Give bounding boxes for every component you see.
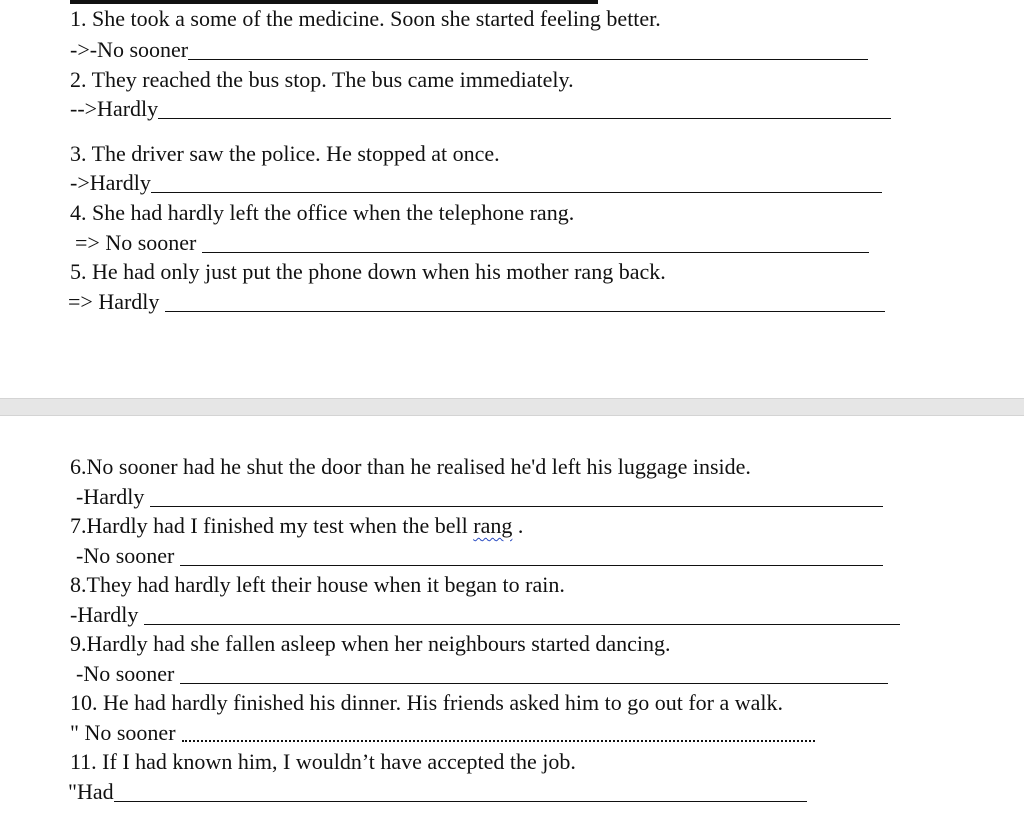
prompt-11: "Had xyxy=(68,779,114,804)
answer-line-7[interactable] xyxy=(76,543,883,569)
prompt-2: -->Hardly xyxy=(70,96,159,121)
prompt-10: " No sooner xyxy=(70,720,176,745)
spelling-flag[interactable]: rang xyxy=(473,513,513,538)
answer-blank-2[interactable] xyxy=(158,117,891,119)
sentence-3: 3. The driver saw the police. He stopped at once. xyxy=(70,141,500,166)
sentence-4: 4. She had hardly left the office when the telephone rang. xyxy=(70,200,575,225)
sentence-6: 6.No sooner had he shut the door than he realised he'd left his luggage inside. xyxy=(70,454,751,479)
answer-blank-9[interactable] xyxy=(180,682,888,684)
answer-blank-8[interactable] xyxy=(144,623,900,625)
answer-line-1[interactable] xyxy=(70,37,868,63)
prompt-5: => Hardly xyxy=(68,289,160,314)
answer-blank-3[interactable] xyxy=(151,191,882,193)
prompt-4: => No sooner xyxy=(75,230,197,255)
answer-line-2[interactable] xyxy=(70,96,891,122)
sentence-2: 2. They reached the bus stop. The bus came immediately. xyxy=(70,67,574,92)
prompt-6: -Hardly xyxy=(76,484,145,509)
sentence-7: 7.Hardly had I finished my test when the bell rang . xyxy=(70,513,524,538)
answer-line-6[interactable] xyxy=(76,484,883,510)
sentence-5: 5. He had only just put the phone down when his mother rang back. xyxy=(70,259,666,284)
page-break xyxy=(0,398,1024,416)
sentence-10: 10. He had hardly finished his dinner. His friends asked him to go out for a walk. xyxy=(70,690,784,715)
sentence-9: 9.Hardly had she fallen asleep when her neighbours started dancing. xyxy=(70,631,671,656)
sentence-11: 11. If I had known him, I wouldn’t have accepted the job. xyxy=(70,749,576,774)
answer-blank-5[interactable] xyxy=(165,310,885,312)
answer-line-9[interactable] xyxy=(76,661,888,687)
answer-dots-10[interactable] xyxy=(182,739,815,742)
answer-line-8[interactable] xyxy=(70,602,900,628)
answer-blank-4[interactable] xyxy=(202,251,869,253)
sentence-8: 8.They had hardly left their house when it began to rain. xyxy=(70,572,565,597)
answer-blank-6[interactable] xyxy=(150,505,883,507)
answer-line-11[interactable] xyxy=(68,779,807,805)
prompt-7: -No sooner xyxy=(76,543,175,568)
answer-blank-1[interactable] xyxy=(188,58,868,60)
prompt-3: ->Hardly xyxy=(70,170,151,195)
prompt-8: -Hardly xyxy=(70,602,139,627)
answer-blank-7[interactable] xyxy=(180,564,883,566)
answer-blank-11[interactable] xyxy=(114,800,807,802)
prompt-1: ->-No sooner xyxy=(70,37,189,62)
prompt-9: -No sooner xyxy=(76,661,175,686)
document-page-2 xyxy=(0,416,1024,813)
answer-line-3[interactable] xyxy=(70,170,882,196)
top-border-rule xyxy=(70,0,598,4)
answer-line-4[interactable] xyxy=(75,230,869,256)
answer-line-5[interactable] xyxy=(68,289,885,315)
answer-line-10[interactable] xyxy=(70,720,815,746)
document-page-1 xyxy=(0,0,1024,398)
sentence-1: 1. She took a some of the medicine. Soon she started feeling better. xyxy=(70,6,661,31)
